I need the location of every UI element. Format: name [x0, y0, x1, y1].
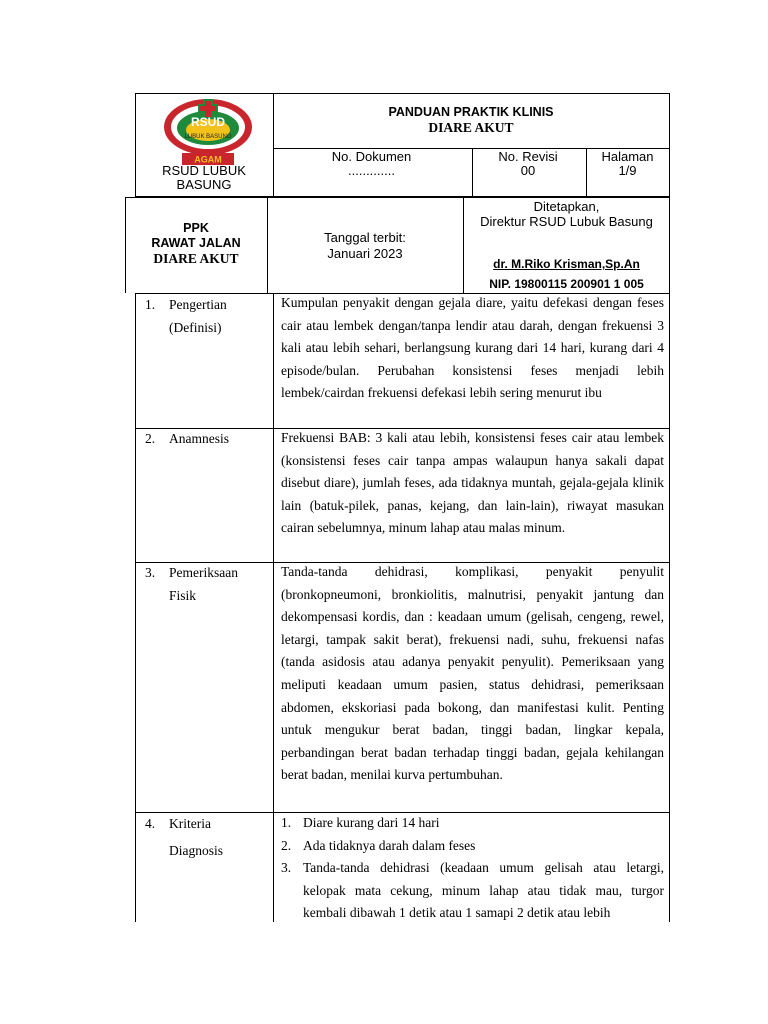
- tanggal-label: Tanggal terbit:: [324, 230, 406, 245]
- doc-title: PANDUAN PRAKTIK KLINIS: [388, 105, 554, 119]
- section-label-2: [145, 427, 229, 450]
- section-number: 2.: [145, 431, 156, 446]
- section-title: Kriteria: [169, 816, 211, 831]
- logo-text: RSUD: [190, 115, 226, 129]
- halaman-value: 1/9: [618, 163, 637, 178]
- tanggal-terbit: [267, 230, 463, 262]
- section-title: Pengertian: [169, 297, 227, 312]
- list-number: 1.: [281, 815, 292, 830]
- doc-title-block: [272, 105, 670, 135]
- section-number: 1.: [145, 297, 156, 312]
- section-title: Anamnesis: [169, 431, 229, 446]
- logo-ribbon-text: AGAM: [194, 154, 222, 165]
- section-number: 3.: [145, 565, 156, 580]
- list-item: [281, 835, 664, 858]
- halaman-label: Halaman: [601, 149, 654, 164]
- section-title: Pemeriksaan: [169, 565, 238, 580]
- no-dokumen-value: .............: [348, 163, 395, 178]
- list-number: 3.: [281, 860, 292, 876]
- no-dokumen-label: No. Dokumen: [331, 149, 412, 164]
- ditetapkan: Ditetapkan,: [533, 199, 600, 214]
- signer-nip: NIP. 19800115 200901 1 005: [489, 277, 644, 291]
- content-table: [135, 293, 670, 922]
- hospital-logo: [162, 97, 254, 167]
- list-number: 2.: [281, 837, 292, 853]
- section-title-2: (Definisi): [169, 320, 222, 335]
- ppk-line2: RAWAT JALAN: [151, 236, 241, 250]
- hospital-name-line2: BASUNG: [176, 177, 232, 192]
- section-text-2: Frekuensi BAB: 3 kali atau lebih, konsistensi feses cair atau lembek (konsistensi feses cair tanpa ampas walaupun hanya sakali dapat disebut diare), jumlah feses, ada tidaknya muntah, gejala-gejala klinik lain (batuk-pilek, panas, kejang, dan lain-lain), riwayat masukan cairan sebelumnya, minum lahap atau malas minum.: [281, 430, 664, 536]
- divider: [273, 294, 274, 922]
- ppk-line3: DIARE AKUT: [153, 251, 239, 266]
- no-revisi-label: No. Revisi: [498, 149, 558, 164]
- no-revisi-value: 00: [520, 163, 536, 178]
- doc-subtitle: DIARE AKUT: [428, 120, 514, 135]
- section-label-3: [145, 561, 238, 607]
- tanggal-value: Januari 2023: [327, 246, 403, 261]
- list-text: Diare kurang dari 14 hari: [303, 815, 440, 830]
- hospital-name-line1: RSUD LUBUK: [162, 163, 246, 178]
- section-title-2: Diagnosis: [169, 843, 223, 858]
- logo-ring-text: LUBUK BASUNG: [184, 134, 232, 140]
- signer-name: dr. M.Riko Krisman,Sp.An: [493, 257, 640, 271]
- section-label-4: [145, 812, 223, 866]
- no-revisi: [471, 150, 585, 178]
- section-title-2: Fisik: [169, 588, 197, 603]
- approval-block: [463, 199, 670, 229]
- ppk-line1: PPK: [183, 221, 209, 235]
- list-item: [281, 857, 664, 925]
- direktur: Direktur RSUD Lubuk Basung: [480, 214, 653, 229]
- ppk-block: [126, 221, 266, 266]
- section-number: 4.: [145, 816, 156, 831]
- list-text: Ada tidaknya darah dalam feses: [303, 837, 476, 853]
- list-text: Tanda-tanda dehidrasi (keadaan umum gelisah atau letargi, kelopak mata cekung, minum lahap atau tidak mau, turgor kembali dibawah 1 detik atau 1 samapi 2 detik atau lebih: [303, 860, 664, 921]
- list-item: [281, 812, 664, 835]
- section-text-1: Kumpulan penyakit dengan gejala diare, yaitu defekasi dengan feses cair atau lembek dengan/tanpa lendir atau darah, dengan frekuensi 3 kali atau lebih sehari, berlangsung kurang dari 14 hari, kurang dari 4 episode/bulan. Perubahan konsistensi feses menjadi lebih lembek/cairdan frekuensi defekasi lebih sering menurut ibu: [281, 295, 664, 401]
- no-dokumen: [272, 150, 471, 178]
- hospital-name: [139, 164, 269, 192]
- criteria-list: [281, 812, 664, 925]
- halaman: [585, 150, 670, 178]
- section-text-3: Tanda-tanda dehidrasi, komplikasi, penyakit penyulit (bronkopneumoni, bronkiolitis, malnutrisi, penyakit jantung dan dekompensasi kordis, dan : keadaan umum (gelisah, cengeng, rewel, letargi, tampak sakit berat), frekuensi nadi, suhu, frekuensi nafas (tanda asidosis atau adanya penyakit penyulit). Pemeriksaan yang meliputi keadaan umum pasien, status dehidrasi, pemeriksaan abdomen, ekskoriasi pada bokong, dan manifestasi kulit. Penting untuk mengukur berat badan, tinggi badan, lingkar kepala, perbandingan berat badan terhadap tinggi badan, gejala kehilangan berat badan, menilai kurva pertumbuhan.: [281, 564, 664, 783]
- section-label-1: [145, 293, 227, 339]
